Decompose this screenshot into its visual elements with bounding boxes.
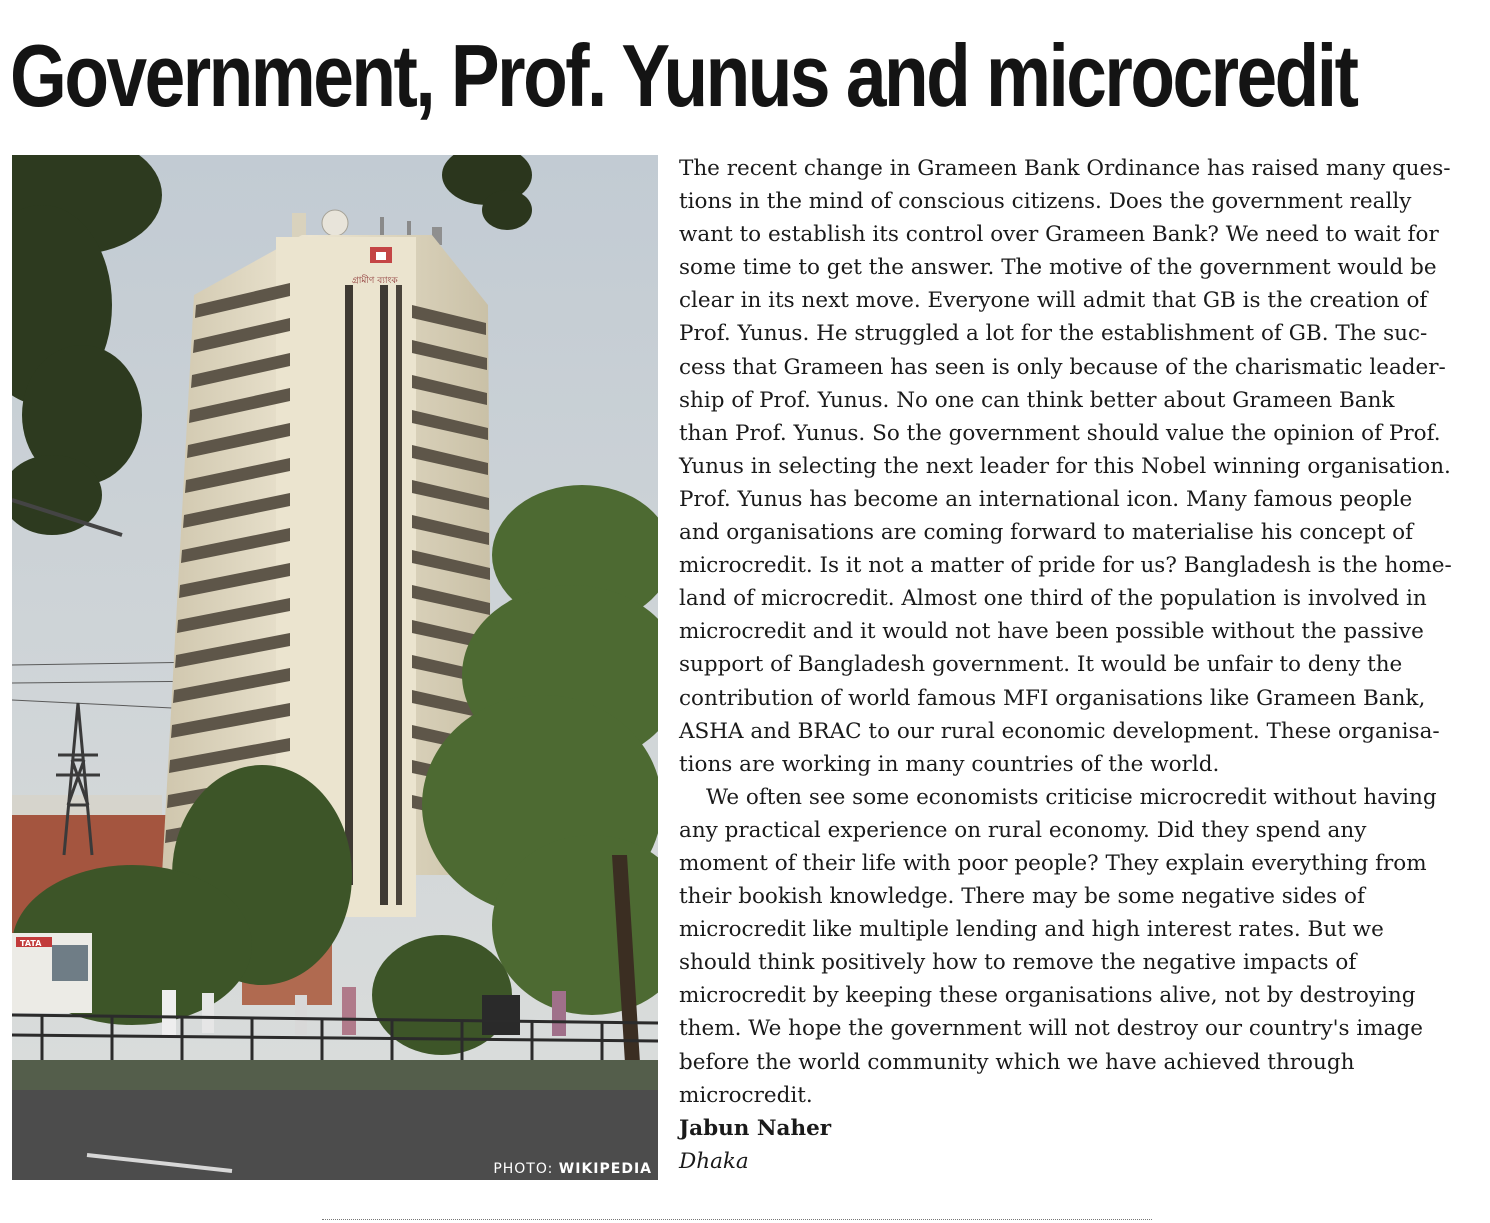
body-line: some time to get the answer. The motive of the government would be: [679, 255, 1437, 281]
letter-body: [679, 152, 1469, 1178]
body-line: and organisations are coming forward to materialise his concept of: [679, 520, 1414, 546]
svg-text:TATA: TATA: [20, 939, 42, 948]
body-line: The recent change in Grameen Bank Ordinance has raised many ques-: [679, 156, 1451, 181]
author-name: Jabun Naher: [679, 1115, 832, 1141]
body-line: microcredit and it would not have been possible without the passive: [679, 619, 1424, 645]
author-location: Dhaka: [679, 1148, 749, 1174]
body-line: want to establish its control over Grameen Bank? We need to wait for: [679, 222, 1439, 248]
body-line: cess that Grameen has seen is only because of the charismatic leader-: [679, 354, 1446, 380]
body-line: clear in its next move. Everyone will admit that GB is the creation of: [679, 288, 1428, 314]
median-strip: [12, 1060, 658, 1090]
body-line: than Prof. Yunus. So the government should value the opinion of Prof.: [679, 420, 1441, 446]
body-line: Prof. Yunus. He struggled a lot for the establishment of GB. The suc-: [679, 321, 1428, 347]
body-line: them. We hope the government will not destroy our country's image: [679, 1016, 1423, 1042]
body-line: microcredit like multiple lending and high interest rates. But we: [679, 917, 1384, 943]
article-headline: Government, Prof. Yunus and microcredit: [10, 26, 1357, 125]
bottom-divider: [322, 1219, 1152, 1220]
body-line: tions in the mind of conscious citizens. Does the government really: [679, 189, 1412, 215]
svg-text:গ্রামীণ ব্যাংক: গ্রামীণ ব্যাংক: [352, 276, 398, 286]
body-line: contribution of world famous MFI organisations like Grameen Bank,: [679, 685, 1426, 711]
body-line: before the world community which we have achieved through: [679, 1049, 1355, 1075]
photo-credit-source: WIKIPEDIA: [558, 1161, 652, 1177]
body-line: Prof. Yunus has become an international icon. Many famous people: [679, 486, 1413, 512]
body-line: should think positively how to remove the negative impacts of: [679, 950, 1357, 976]
body-line: ship of Prof. Yunus. No one can think better about Grameen Bank: [679, 387, 1395, 413]
body-line: land of microcredit. Almost one third of the population is involved in: [679, 586, 1427, 612]
body-line: moment of their life with poor people? They explain everything from: [679, 850, 1427, 876]
body-line: any practical experience on rural economy. Did they spend any: [679, 817, 1367, 843]
body-line: Yunus in selecting the next leader for this Nobel winning organisation.: [679, 453, 1451, 479]
photo-credit: [493, 1161, 652, 1177]
body-line: support of Bangladesh government. It would be unfair to deny the: [679, 652, 1403, 678]
truck: [12, 933, 92, 1013]
body-line: microcredit by keeping these organisations alive, not by destroying: [679, 983, 1416, 1009]
body-line: ASHA and BRAC to our rural economic development. These organisa-: [679, 718, 1440, 744]
photo-credit-label: PHOTO:: [493, 1161, 554, 1177]
grameen-bank-photo: [12, 155, 658, 1180]
body-line-paragraph-start: We often see some economists criticise microcredit without having: [706, 784, 1437, 810]
body-line: microcredit. Is it not a matter of pride for us? Bangladesh is the home-: [679, 553, 1452, 579]
body-line: their bookish knowledge. There may be some negative sides of: [679, 884, 1365, 910]
body-line: tions are working in many countries of the world.: [679, 751, 1220, 777]
body-line: microcredit.: [679, 1082, 813, 1108]
